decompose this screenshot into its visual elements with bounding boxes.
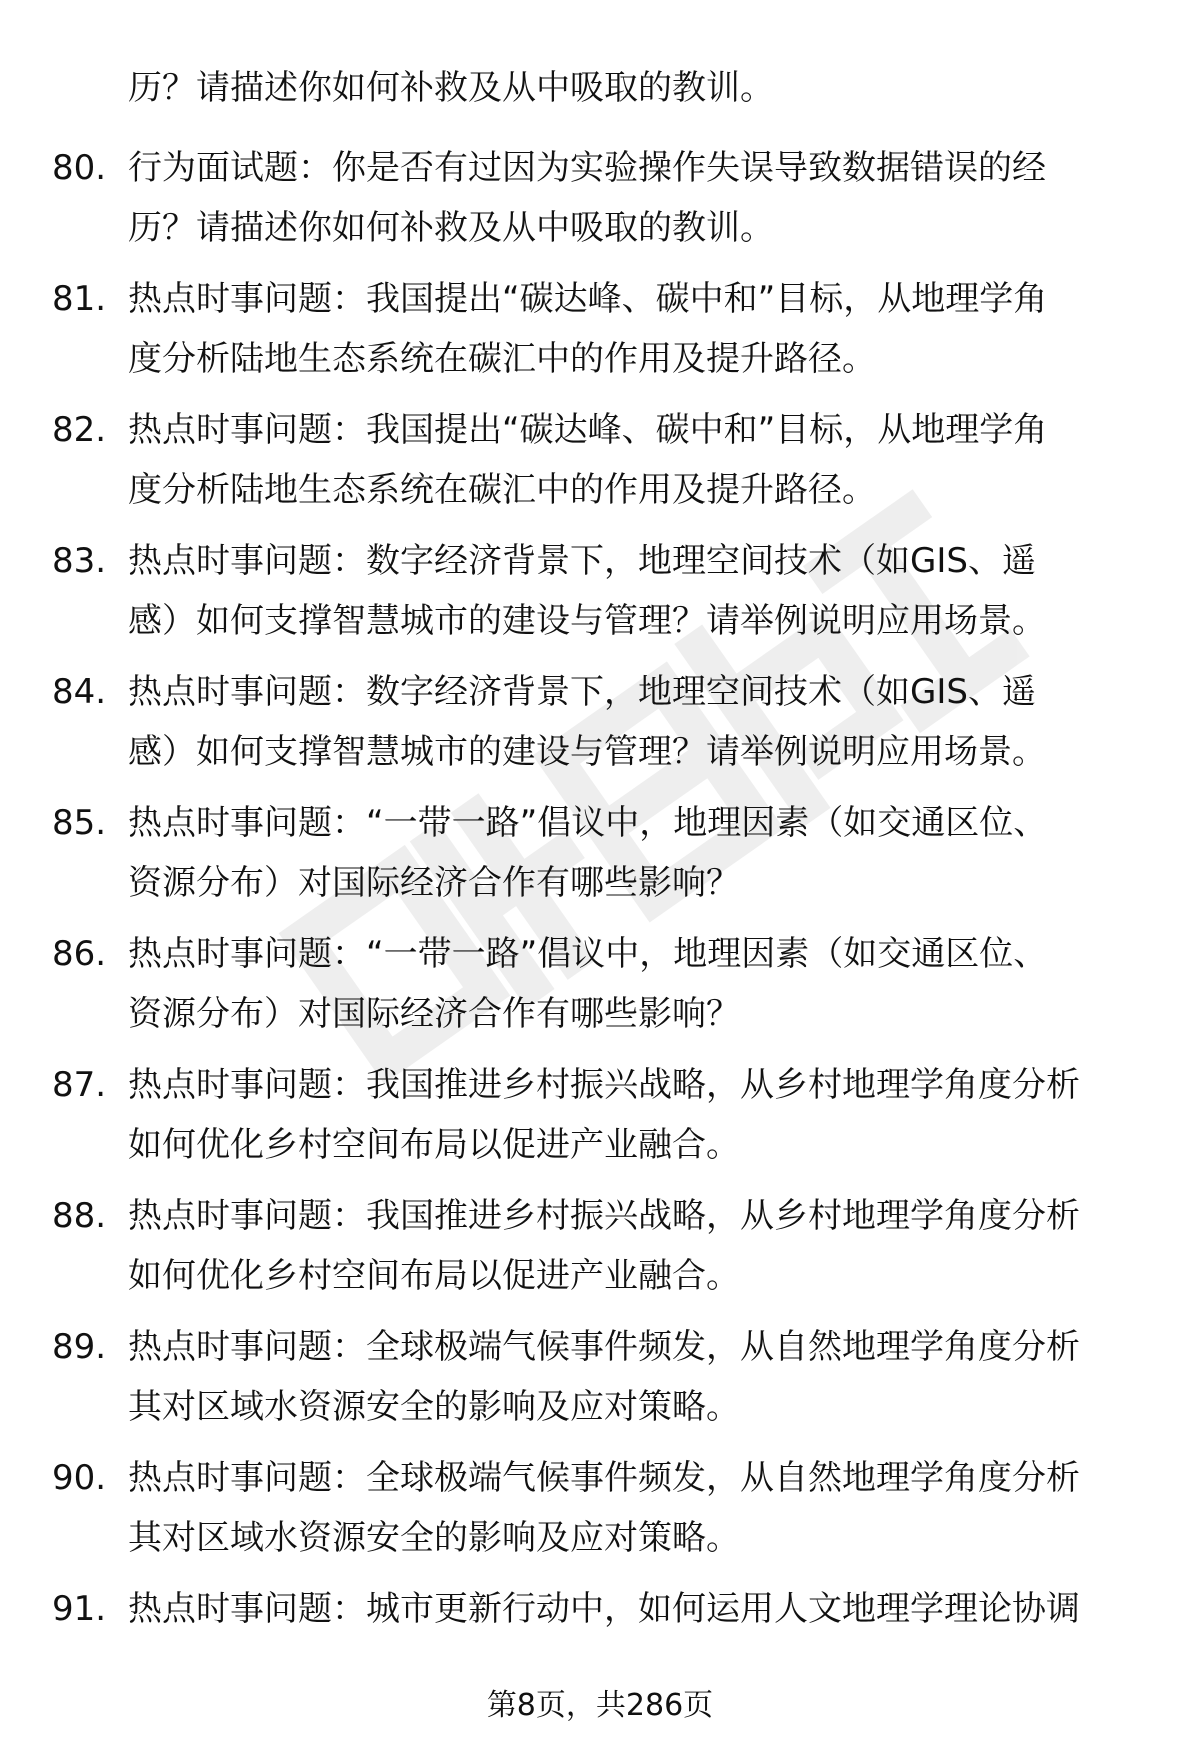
question-number: 88. [52, 1196, 107, 1236]
question-text [128, 138, 1138, 258]
question-line: 热点时事问题：城市更新行动中，如何运用人文地理学理论协调 [128, 1589, 1080, 1629]
question-number: 87. [52, 1065, 107, 1105]
question-line: 感）如何支撑智慧城市的建设与管理？请举例说明应用场景。 [128, 732, 1046, 772]
question-number: 80. [52, 148, 107, 188]
question-line: 资源分布）对国际经济合作有哪些影响？ [128, 994, 740, 1034]
question-text [128, 1317, 1138, 1437]
question-line: 热点时事问题：我国推进乡村振兴战略，从乡村地理学角度分析 [128, 1065, 1080, 1105]
question-line: 度分析陆地生态系统在碳汇中的作用及提升路径。 [128, 339, 876, 379]
question-line: 行为面试题：你是否有过因为实验操作失误导致数据错误的经 [128, 148, 1046, 188]
question-line: 热点时事问题：数字经济背景下，地理空间技术（如GIS、遥 [128, 672, 1036, 712]
question-number: 89. [52, 1327, 107, 1367]
question-line: 热点时事问题：“一带一路”倡议中，地理因素（如交通区位、 [128, 934, 1048, 974]
question-line: 热点时事问题：“一带一路”倡议中，地理因素（如交通区位、 [128, 803, 1048, 843]
question-line: 热点时事问题：全球极端气候事件频发，从自然地理学角度分析 [128, 1458, 1080, 1498]
question-text [128, 1055, 1138, 1175]
question-text [128, 1579, 1138, 1639]
question-line: 热点时事问题：我国推进乡村振兴战略，从乡村地理学角度分析 [128, 1196, 1080, 1236]
list-item [0, 138, 1200, 269]
question-number: 84. [52, 672, 107, 712]
question-line: 如何优化乡村空间布局以促进产业融合。 [128, 1256, 740, 1296]
question-line: 热点时事问题：全球极端气候事件频发，从自然地理学角度分析 [128, 1327, 1080, 1367]
question-number: 83. [52, 541, 107, 581]
question-text [128, 924, 1138, 1044]
question-text [128, 1448, 1138, 1568]
question-text [128, 531, 1138, 651]
list-item [0, 1186, 1200, 1317]
question-number: 90. [52, 1458, 107, 1498]
question-list [0, 138, 1200, 1649]
page-number-footer: 第8页，共286页 [486, 1688, 714, 1723]
list-item [0, 1055, 1200, 1186]
question-text [128, 793, 1138, 913]
question-text [128, 662, 1138, 782]
list-item [0, 924, 1200, 1055]
list-item [0, 662, 1200, 793]
question-text [128, 1186, 1138, 1306]
question-line: 热点时事问题：我国提出“碳达峰、碳中和”目标，从地理学角 [128, 279, 1048, 319]
question-line: 如何优化乡村空间布局以促进产业融合。 [128, 1125, 740, 1165]
question-text [128, 269, 1138, 389]
question-text [128, 400, 1138, 520]
question-line: 其对区域水资源安全的影响及应对策略。 [128, 1387, 740, 1427]
list-item [0, 1448, 1200, 1579]
question-line: 其对区域水资源安全的影响及应对策略。 [128, 1518, 740, 1558]
question-line: 历？请描述你如何补救及从中吸取的教训。 [128, 208, 774, 248]
question-line: 热点时事问题：我国提出“碳达峰、碳中和”目标，从地理学角 [128, 410, 1048, 450]
question-number: 85. [52, 803, 107, 843]
question-number: 82. [52, 410, 107, 450]
question-number: 81. [52, 279, 107, 319]
question-line: 资源分布）对国际经济合作有哪些影响？ [128, 863, 740, 903]
question-number: 86. [52, 934, 107, 974]
list-item [0, 531, 1200, 662]
list-item [0, 1579, 1200, 1649]
list-item [0, 1317, 1200, 1448]
question-line: 度分析陆地生态系统在碳汇中的作用及提升路径。 [128, 470, 876, 510]
list-item [0, 269, 1200, 400]
question-number: 91. [52, 1589, 107, 1629]
continued-question-text: 历？请描述你如何补救及从中吸取的教训。 [128, 68, 774, 108]
list-item [0, 793, 1200, 924]
question-line: 感）如何支撑智慧城市的建设与管理？请举例说明应用场景。 [128, 601, 1046, 641]
list-item [0, 400, 1200, 531]
question-line: 热点时事问题：数字经济背景下，地理空间技术（如GIS、遥 [128, 541, 1036, 581]
